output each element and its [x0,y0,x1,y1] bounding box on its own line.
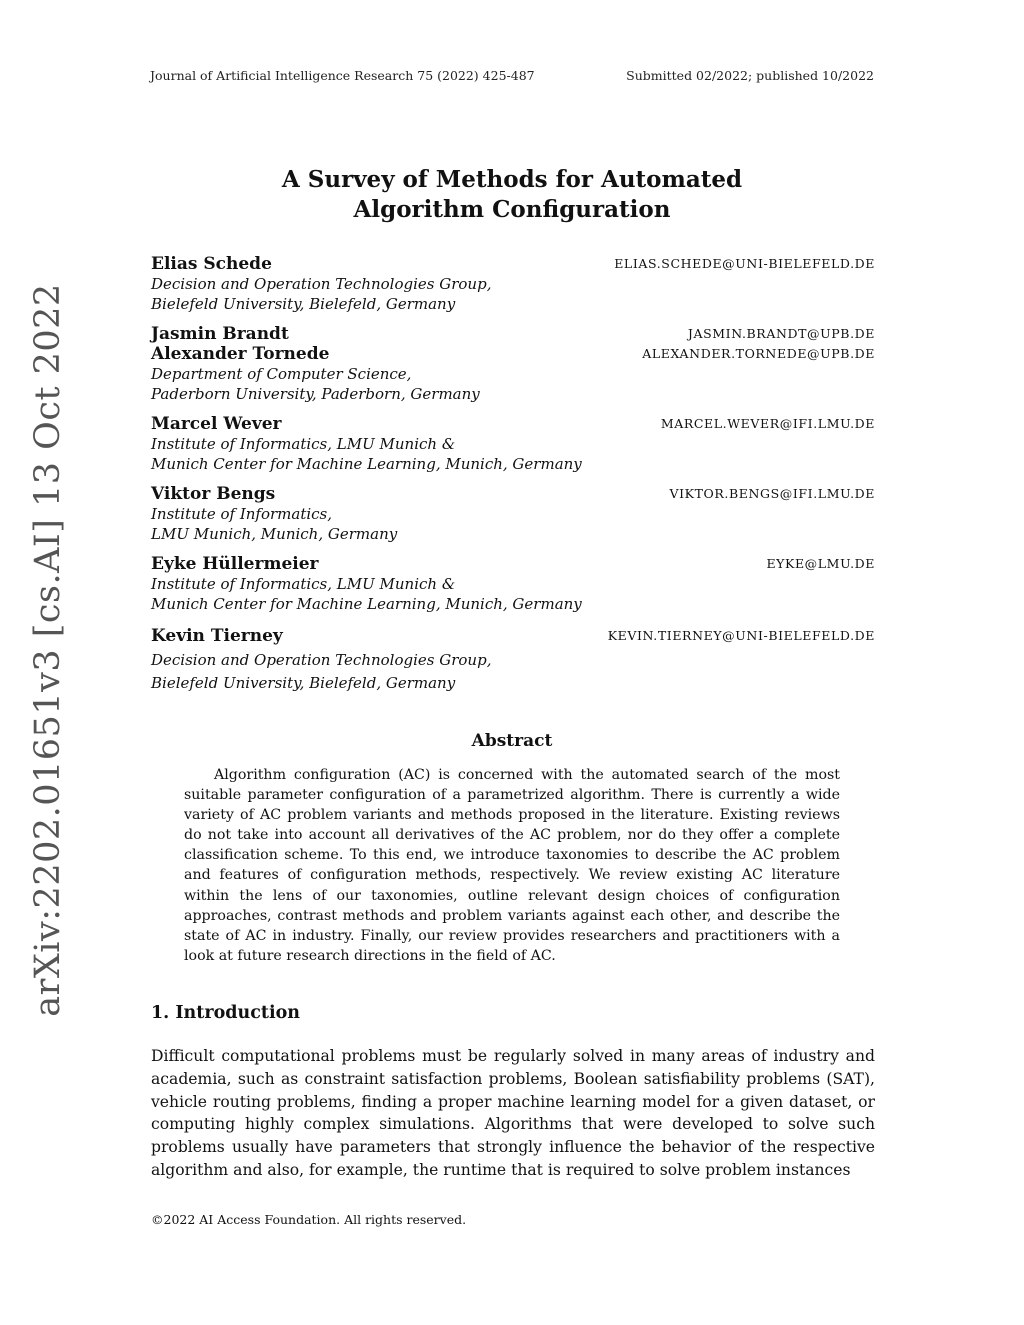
author-block [151,344,875,404]
introduction-text: Difficult computational problems must be regularly solved in many areas of industry and academia, such as constraint satisfaction problems, Boolean satisfiability problems (SAT), vehicle routing problems, finding a proper machine learning model for a given dataset, or computing highly complex simulations. Algorithms that were developed to solve such problems usually have parameters that strongly influence the behavior of the respective algorithm and also, for example, the runtime that is required to solve problem instances [151,1047,875,1179]
author-affiliation-line: Munich Center for Machine Learning, Munich, Germany [151,455,582,473]
author-email: MARCEL.WEVER@IFI.LMU.DE [660,416,875,431]
author-name: Alexander Tornede [151,344,330,364]
author-affiliation-line: Munich Center for Machine Learning, Munich, Germany [151,595,582,613]
author-email: EYKE@LMU.DE [766,556,875,571]
section-heading-introduction: 1. Introduction [151,1003,300,1023]
author-email: KEVIN.TIERNEY@UNI-BIELEFELD.DE [607,628,875,643]
author-block [151,626,875,695]
author-block [151,254,875,314]
copyright-notice: ©2022 AI Access Foundation. All rights reserved. [151,1212,467,1227]
title-line-1: A Survey of Methods for Automated [281,166,743,193]
author-affiliation-line: Department of Computer Science, [151,365,412,383]
author-name: Marcel Wever [151,414,282,434]
author-block [151,324,875,344]
abstract-heading: Abstract [471,731,553,751]
author-block [151,414,875,474]
author-affiliation-line: Decision and Operation Technologies Group, [151,275,492,293]
arxiv-stamp: arXiv:2202.01651v3 [cs.AI] 13 Oct 2022 [28,283,68,1017]
author-affiliation-line: Institute of Informatics, LMU Munich & [151,435,456,453]
submission-dates: Submitted 02/2022; published 10/2022 [626,68,874,83]
author-name: Elias Schede [151,254,272,274]
author-email: JASMIN.BRANDT@UPB.DE [687,326,875,341]
paper-title [0,165,1024,225]
author-affiliation-line: Institute of Informatics, [151,505,333,523]
author-affiliation-line: Bielefeld University, Bielefeld, Germany [151,674,456,692]
author-email: VIKTOR.BENGS@IFI.LMU.DE [669,486,875,501]
author-name: Eyke Hüllermeier [151,554,319,574]
author-name: Viktor Bengs [151,484,276,504]
author-affiliation-line: Bielefeld University, Bielefeld, Germany [151,295,456,313]
author-block [151,484,875,544]
title-line-2: Algorithm Configuration [353,196,671,223]
author-name: Kevin Tierney [151,626,283,646]
author-affiliation-line: LMU Munich, Munich, Germany [151,525,398,543]
author-email: ELIAS.SCHEDE@UNI-BIELEFELD.DE [614,256,875,271]
author-affiliation-line: Decision and Operation Technologies Group, [151,651,492,669]
journal-header: Journal of Artificial Intelligence Research 75 (2022) 425-487 [150,68,535,83]
author-affiliation-line: Institute of Informatics, LMU Munich & [151,575,456,593]
author-name: Jasmin Brandt [151,324,289,344]
author-email: ALEXANDER.TORNEDE@UPB.DE [642,346,875,361]
abstract-text: Algorithm configuration (AC) is concerned with the automated search of the most suitable parameter configuration of a parametrized algorithm. There is currently a wide variety of AC problem variants and methods proposed in the literature. Existing reviews do not take into account all derivatives of the AC problem, nor do they offer a complete classification scheme. To this end, we introduce taxonomies to describe the AC problem and features of configuration methods, respectively. We review existing AC literature within the lens of our taxonomies, outline relevant design choices of configuration approaches, contrast methods and problem variants against each other, and describe the state of AC in industry. Finally, our review provides researchers and practitioners with a look at future research directions in the field of AC. [184,767,840,964]
author-block [151,554,875,614]
author-affiliation-line: Paderborn University, Paderborn, Germany [151,385,480,403]
